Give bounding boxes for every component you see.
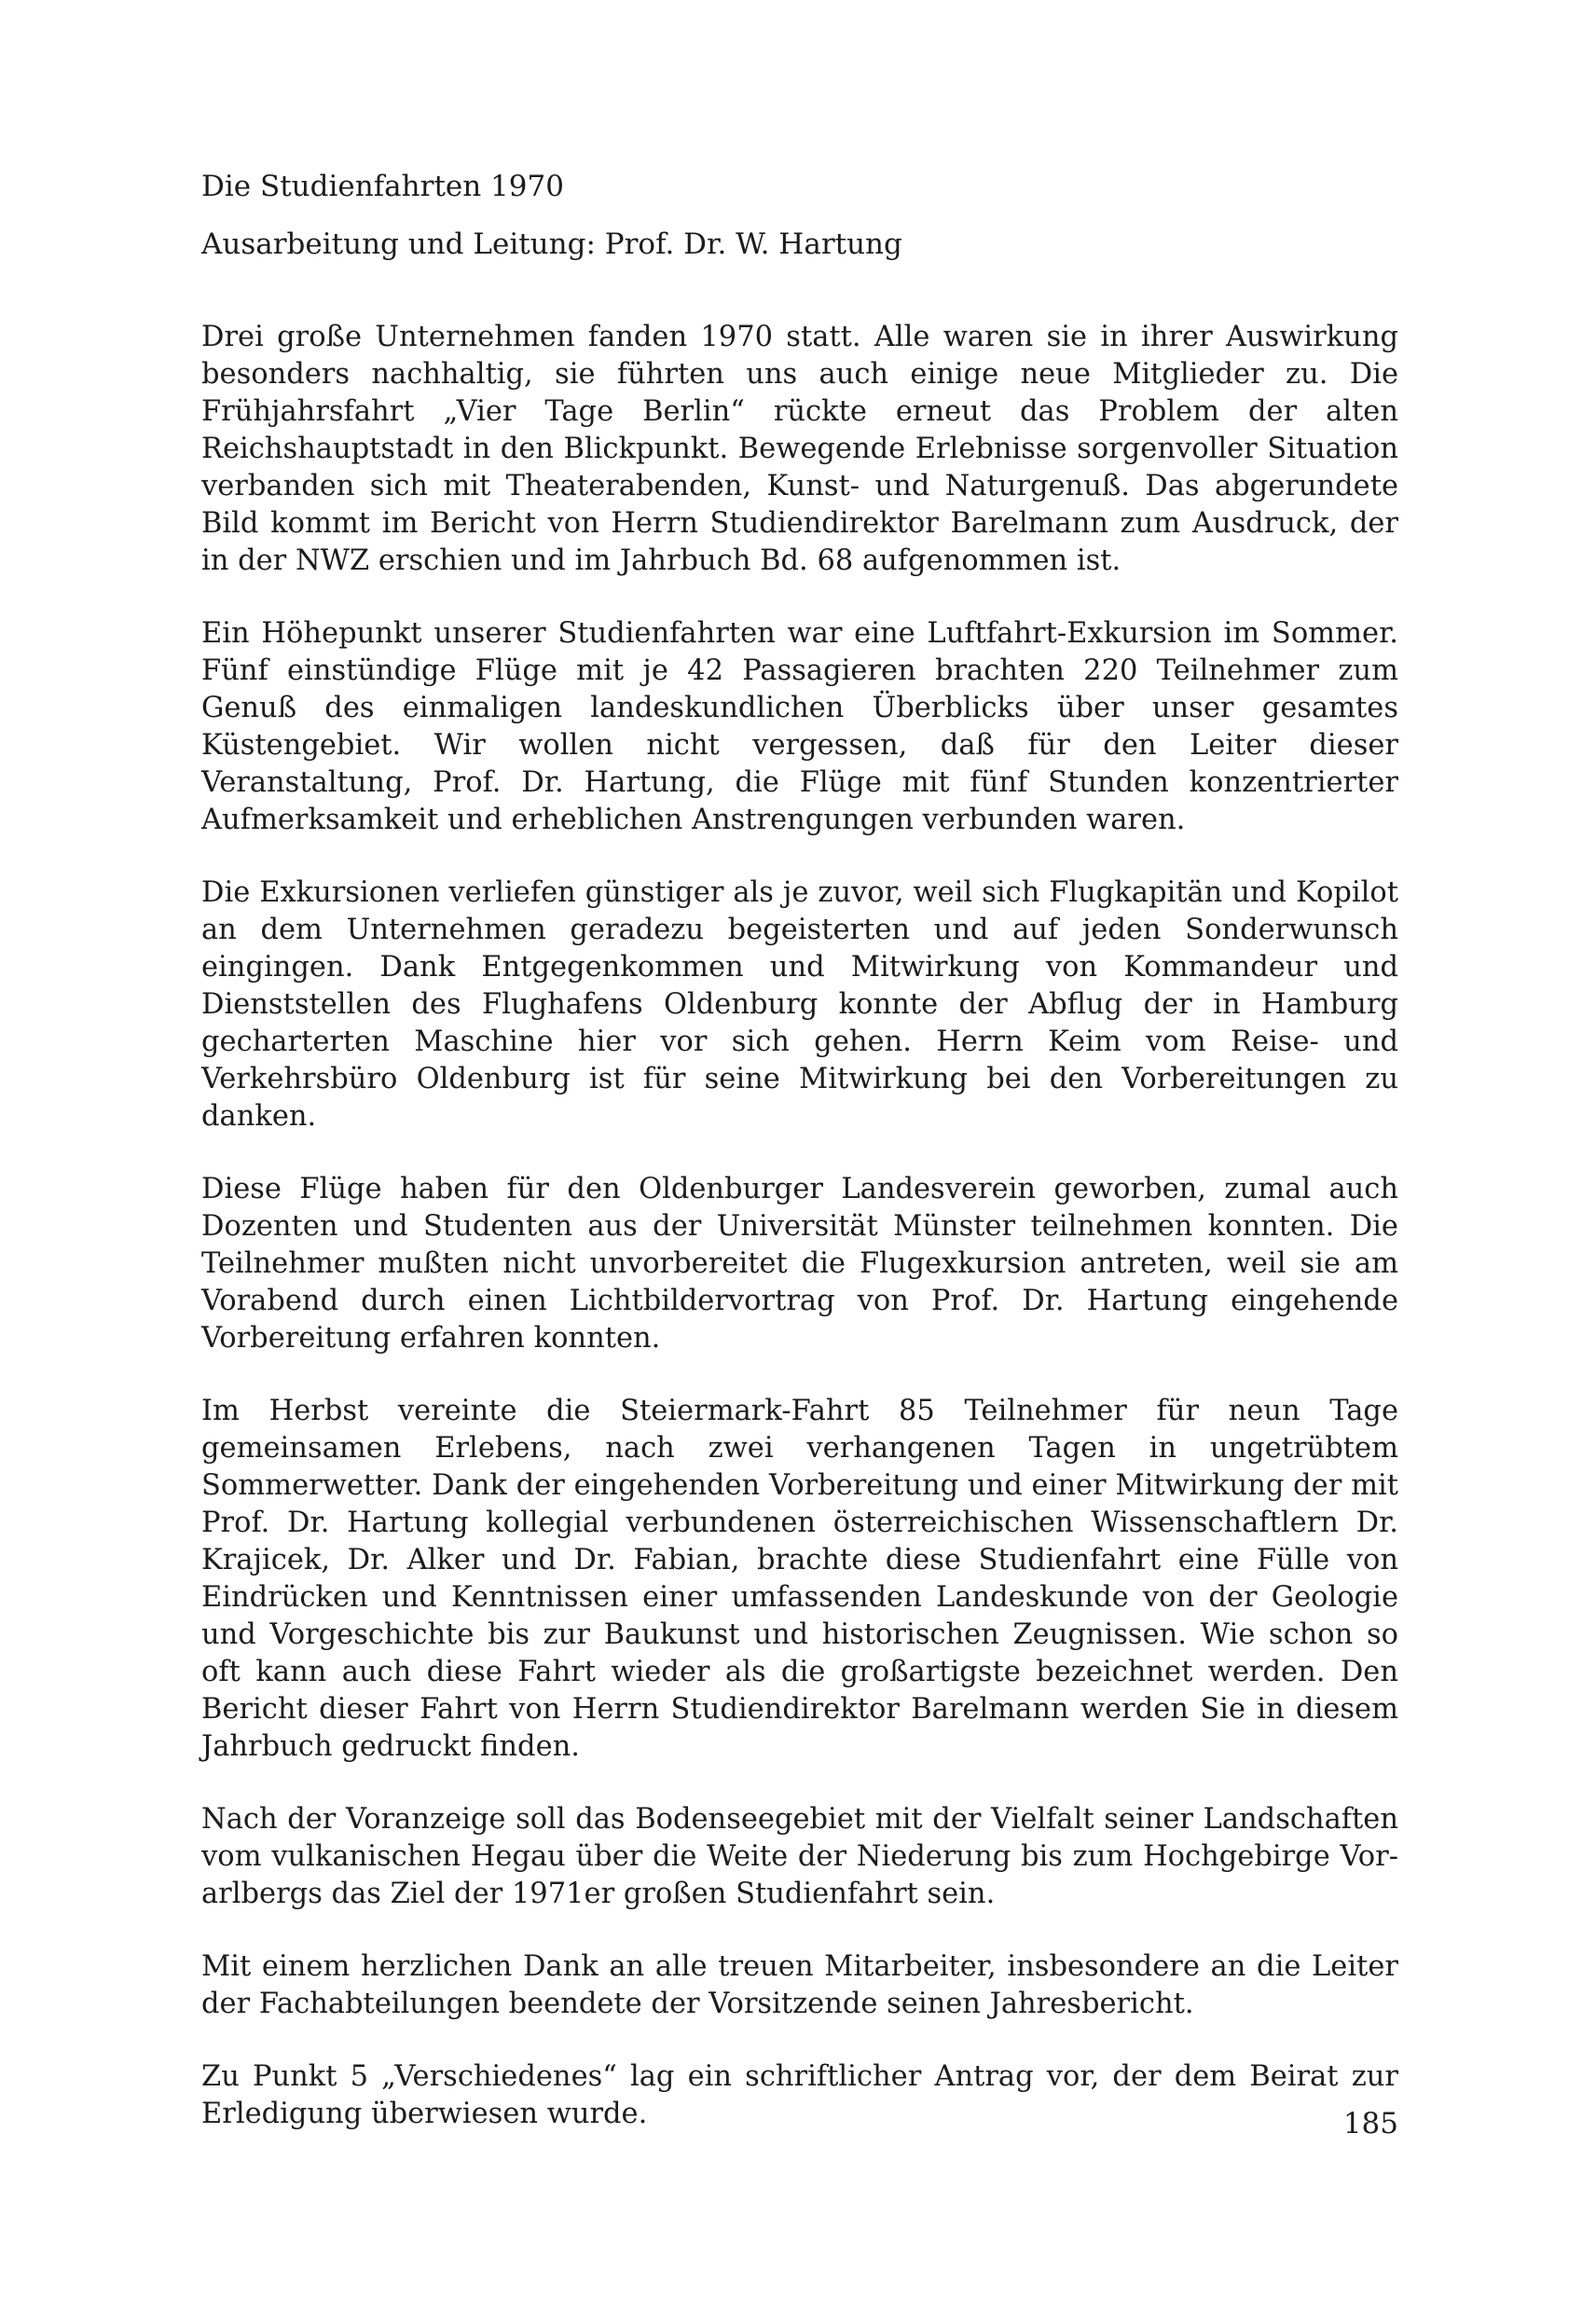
paragraph-4: Diese Flüge haben für den Oldenburger Landesverein geworben, zumal auch Dozenten und Studenten aus der Universität Münster teilnehmen konnten. Die Teilnehmer mußten nicht unvorbereitet die Flugexkursion antreten, weil sie am Vorabend durch einen Lichtbildervortrag von Prof. Dr. Hartung eingehende Vorbereitung erfahren konnten. — [201, 1173, 1398, 1355]
paragraph-2: Ein Höhepunkt unserer Studienfahrten war eine Luftfahrt-Exkursion im Sommer. Fünf einstündige Flüge mit je 42 Passagieren brachten 220 Teilnehmer zum Genuß des einmaligen landeskundlichen Überblicks über unser gesamtes Küstengebiet. Wir wollen nicht vergessen, daß für den Leiter dieser Veranstaltung, Prof. Dr. Hartung, die Flüge mit fünf Stunden konzentrierter Aufmerksamkeit und erheblichen Anstrengungen verbunden waren. — [201, 617, 1398, 836]
paragraph-5: Im Herbst vereinte die Steiermark-Fahrt 85 Teilnehmer für neun Tage gemeinsamen Erlebens, nach zwei verhangenen Tagen in ungetrübtem Sommerwetter. Dank der eingehenden Vorbereitung und einer Mitwirkung der mit Prof. Dr. Hartung kollegial verbundenen österreichischen Wissenschaftlern Dr. Krajicek, Dr. Alker und Dr. Fabian, brachte diese Studienfahrt eine Fülle von Eindrücken und Kenntnissen einer umfassenden Landeskunde von der Geologie und Vorgeschichte bis zur Baukunst und historischen Zeugnissen. Wie schon so oft kann auch diese Fahrt wieder als die großartigste bezeichnet werden. Den Bericht dieser Fahrt von Herrn Studiendirektor Barelmann werden Sie in diesem Jahrbuch gedruckt finden. — [201, 1395, 1398, 1763]
paragraph-1: Drei große Unternehmen fanden 1970 statt. Alle waren sie in ihrer Auswirkung besonders nachhaltig, sie führten uns auch einige neue Mitglieder zu. Die Frühjahrsfahrt „Vier Tage Berlin“ rückte erneut das Problem der alten Reichshauptstadt in den Blickpunkt. Bewegende Erlebnisse sorgenvoller Situation verbanden sich mit Theaterabenden, Kunst- und Naturgenuß. Das abgerundete Bild kommt im Bericht von Herrn Studiendirektor Barelmann zum Ausdruck, der in der NWZ erschien und im Jahrbuch Bd. 68 aufgenommen ist. — [201, 321, 1398, 577]
paragraph-7: Mit einem herzlichen Dank an alle treuen Mitarbeiter, insbesondere an die Leiter der Fachabteilungen beendete der Vorsitzende seinen Jahresbericht. — [201, 1950, 1398, 2020]
page-number: 185 — [1342, 2107, 1398, 2140]
paragraph-6: Nach der Voranzeige soll das Bodenseegebiet mit der Vielfalt seiner Landschaften vom vulkanischen Hegau über die Weite der Niederung bis zum Hochgebirge Vorarlbergs das Ziel der 1971er großen Studienfahrt sein. — [201, 1803, 1398, 1910]
paragraph-3: Die Exkursionen verliefen günstiger als je zuvor, weil sich Flugkapitän und Kopilot an dem Unternehmen geradezu begeisterten und auf jeden Sonderwunsch eingingen. Dank Entgegenkommen und Mitwirkung von Kommandeur und Dienststellen des Flughafens Oldenburg konnte der Abflug der in Hamburg gecharterten Maschine hier vor sich gehen. Herrn Keim vom Reise- und Verkehrsbüro Oldenburg ist für seine Mitwirkung bei den Vorbereitungen zu danken. — [201, 876, 1398, 1133]
paragraph-8: Zu Punkt 5 „Verschiedenes“ lag ein schriftlicher Antrag vor, der dem Beirat zur Erledigung überwiesen wurde. — [201, 2060, 1398, 2130]
section-heading: Die Studienfahrten 1970 — [201, 170, 564, 203]
section-subheading: Ausarbeitung und Leitung: Prof. Dr. W. Hartung — [201, 227, 902, 261]
document-page — [201, 168, 1398, 2168]
